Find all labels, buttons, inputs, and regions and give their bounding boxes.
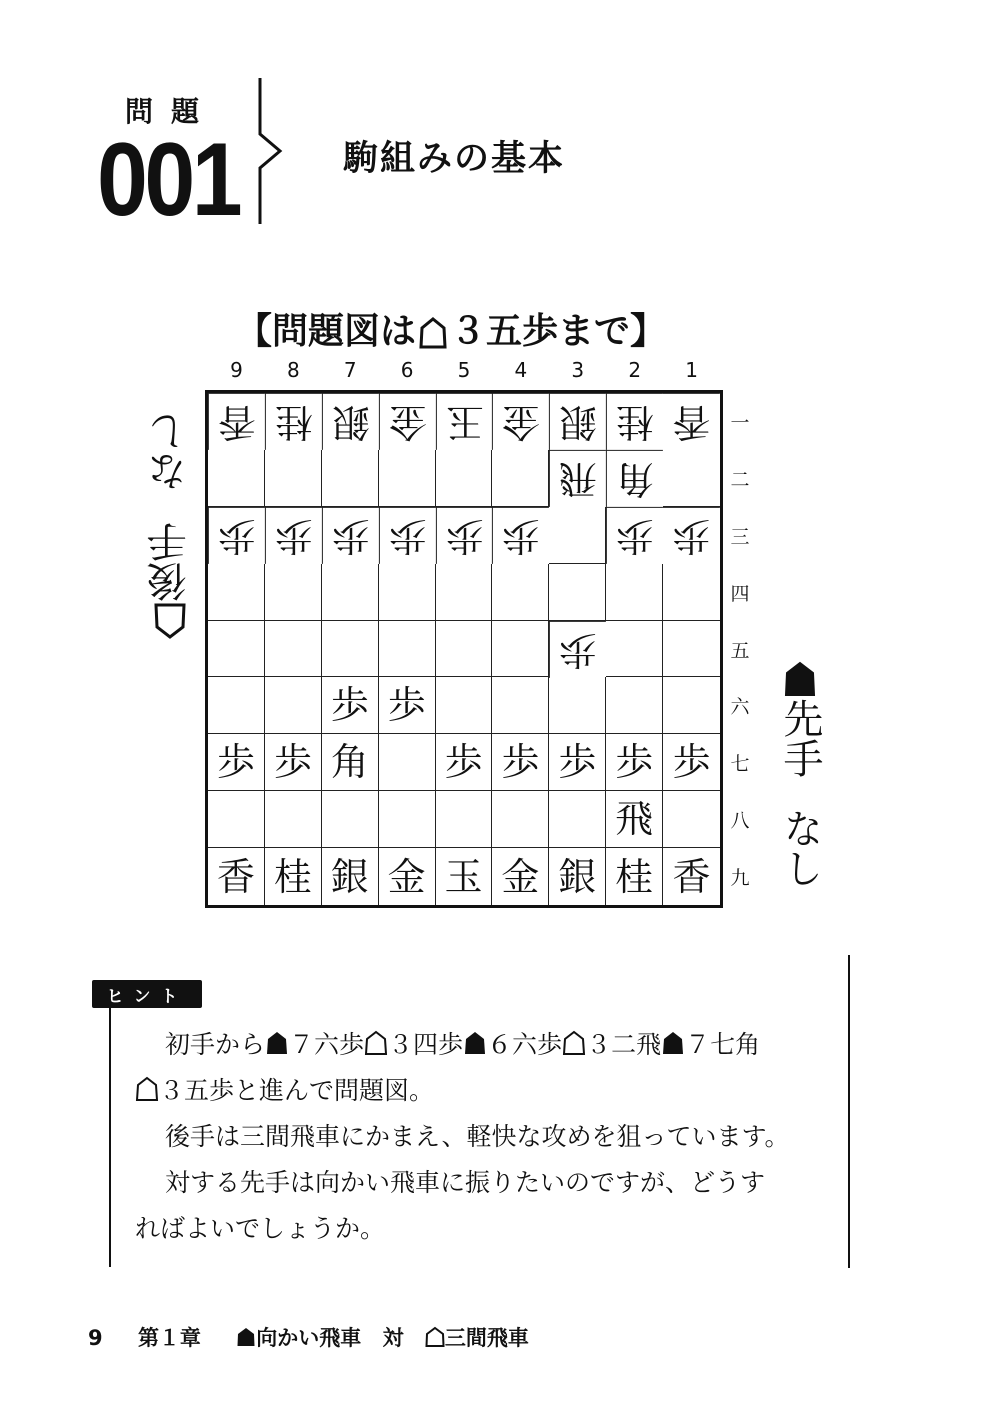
gote-piece[interactable]: 香 <box>208 393 265 450</box>
board-square[interactable] <box>265 677 322 734</box>
sente-piece[interactable]: 銀 <box>549 848 606 905</box>
board-square[interactable] <box>663 450 720 507</box>
gote-piece[interactable]: 歩 <box>663 507 720 564</box>
board-square[interactable] <box>379 791 436 848</box>
hint-text <box>135 1022 835 1252</box>
gote-piece[interactable]: 桂 <box>265 393 322 450</box>
sente-piece[interactable]: 角 <box>322 734 379 791</box>
board-square[interactable] <box>436 677 493 734</box>
board-square[interactable] <box>606 621 663 678</box>
gote-piece[interactable]: 歩 <box>606 507 663 564</box>
rank-label: 五 <box>730 639 750 662</box>
file-labels <box>208 358 720 386</box>
rank-label: 九 <box>730 867 750 890</box>
sente-piece[interactable]: 歩 <box>549 734 606 791</box>
board-square[interactable] <box>549 677 606 734</box>
gote-piece[interactable]: 歩 <box>379 507 436 564</box>
sente-hand-pieces: なし <box>777 808 823 888</box>
hint-text-segment: ３二飛 <box>586 1030 662 1059</box>
gote-piece[interactable]: 歩 <box>265 507 322 564</box>
file-label: 8 <box>286 358 300 382</box>
gote-piece[interactable]: 角 <box>606 450 663 507</box>
diagram-caption <box>236 303 666 354</box>
brace-divider <box>248 76 288 226</box>
gote-piece[interactable]: 玉 <box>436 393 493 450</box>
board-square[interactable] <box>322 791 379 848</box>
sente-hand <box>770 660 830 910</box>
sente-piece[interactable]: 歩 <box>606 734 663 791</box>
hint-line <box>135 1114 835 1160</box>
gote-piece-icon <box>364 1030 388 1056</box>
gote-piece-icon <box>425 1326 445 1348</box>
hint-line <box>135 1160 835 1206</box>
board-square[interactable] <box>208 791 265 848</box>
sente-piece[interactable]: 歩 <box>492 734 549 791</box>
problem-number: 001 <box>97 122 240 238</box>
hint-line <box>135 1068 835 1114</box>
sente-piece[interactable]: 香 <box>672 854 711 899</box>
board-square[interactable] <box>492 677 549 734</box>
gote-piece[interactable]: 歩 <box>492 507 549 564</box>
sente-piece[interactable]: 歩 <box>208 734 265 791</box>
gote-piece[interactable]: 金 <box>492 393 549 450</box>
board-square[interactable] <box>436 621 493 678</box>
sente-piece-icon <box>236 1326 256 1348</box>
board-square[interactable] <box>606 677 663 734</box>
rank-label: 一 <box>730 411 750 434</box>
board-square[interactable] <box>492 621 549 678</box>
board-square[interactable] <box>322 450 379 507</box>
board-square[interactable] <box>492 564 549 621</box>
gote-hand <box>140 390 200 640</box>
gote-strategy: 三間飛車 <box>444 1326 529 1350</box>
gote-piece[interactable]: 銀 <box>549 393 606 450</box>
sente-piece[interactable]: 金 <box>492 848 549 905</box>
gote-piece[interactable]: 歩 <box>208 507 265 564</box>
gote-hand-pieces: なし <box>147 412 193 492</box>
hint-text-segment: ７七角 <box>685 1030 761 1059</box>
board-square[interactable] <box>208 621 265 678</box>
rank-label: 七 <box>730 753 750 776</box>
board-square[interactable] <box>379 450 436 507</box>
rank-label: 三 <box>730 525 750 548</box>
rank-label: 四 <box>730 582 750 605</box>
hint-text-segment: 対する先手は向かい飛車に振りたいのですが、どうす <box>165 1168 766 1197</box>
file-label: 9 <box>230 358 243 382</box>
board-square[interactable] <box>549 564 606 621</box>
sente-piece[interactable]: 飛 <box>606 791 663 848</box>
board-square[interactable] <box>265 791 322 848</box>
gote-side-label: 後手 <box>147 522 193 602</box>
gote-piece[interactable]: 桂 <box>606 393 663 450</box>
file-label: 1 <box>685 358 698 382</box>
rank-label: 八 <box>730 810 750 833</box>
chapter-label: 第１章 <box>137 1326 201 1350</box>
caption-open: 【問題図は <box>236 311 417 352</box>
sente-piece[interactable]: 歩 <box>663 734 720 791</box>
board-square[interactable] <box>322 564 379 621</box>
board-square[interactable] <box>208 564 265 621</box>
sente-piece-icon <box>783 660 817 698</box>
rank-label: 二 <box>730 468 750 491</box>
hint-text-segment: 後手は三間飛車にかまえ、軽快な攻めを狙っています。 <box>165 1122 790 1151</box>
shogi-board <box>205 390 723 908</box>
board-square[interactable] <box>663 677 720 734</box>
gote-piece[interactable]: 香 <box>663 393 720 450</box>
board-square[interactable] <box>265 564 322 621</box>
page-number: 9 <box>88 1326 103 1350</box>
sente-piece[interactable]: 香 <box>208 848 265 905</box>
gote-piece-icon <box>562 1030 586 1056</box>
file-label: 2 <box>628 358 642 382</box>
page-footer <box>88 1322 557 1352</box>
hint-text-segment: ７六歩 <box>289 1030 365 1059</box>
gote-piece[interactable]: 飛 <box>549 450 606 507</box>
board-square[interactable] <box>322 621 379 678</box>
sente-piece[interactable]: 歩 <box>436 734 493 791</box>
board-square[interactable] <box>492 450 549 507</box>
sente-piece-icon <box>463 1030 487 1056</box>
file-label: 5 <box>457 358 471 382</box>
problem-title: 駒組みの基本 <box>343 139 566 179</box>
vs-label: 対 <box>382 1326 404 1350</box>
sente-piece[interactable]: 桂 <box>265 848 322 905</box>
gote-piece[interactable]: 歩 <box>549 621 606 678</box>
sente-piece-icon <box>265 1030 289 1056</box>
gote-piece-icon <box>418 316 448 350</box>
board-square[interactable] <box>663 621 720 678</box>
hint-text-segment: ればよいでしょうか。 <box>135 1214 386 1243</box>
board-square[interactable] <box>606 564 663 621</box>
gote-piece[interactable]: 歩 <box>436 507 493 564</box>
board-square[interactable] <box>492 791 549 848</box>
gote-piece-icon <box>153 602 187 640</box>
file-label: 4 <box>514 358 528 382</box>
sente-piece[interactable]: 歩 <box>379 677 436 734</box>
hint-line <box>135 1206 835 1252</box>
sente-piece[interactable]: 歩 <box>265 734 322 791</box>
file-label: 7 <box>343 358 357 382</box>
hint-box-right-rule <box>848 955 850 1268</box>
board-square[interactable] <box>663 564 720 621</box>
board-square[interactable] <box>379 564 436 621</box>
board-square[interactable] <box>549 507 606 564</box>
sente-piece-icon <box>661 1030 685 1056</box>
hint-line <box>135 1022 835 1068</box>
sente-piece[interactable]: 歩 <box>322 677 379 734</box>
gote-piece[interactable]: 銀 <box>322 393 379 450</box>
problem-label: 問題 <box>125 95 218 128</box>
sente-piece[interactable]: 金 <box>379 848 436 905</box>
board-square[interactable] <box>379 734 436 791</box>
board-square[interactable] <box>265 450 322 507</box>
board-square[interactable] <box>436 564 493 621</box>
board-square[interactable] <box>436 450 493 507</box>
sente-piece[interactable]: 桂 <box>606 848 663 905</box>
hint-label: ヒント <box>92 980 202 1008</box>
hint-text-segment: ６六歩 <box>487 1030 563 1059</box>
board-square[interactable] <box>208 677 265 734</box>
sente-piece[interactable]: 玉 <box>436 848 493 905</box>
sente-strategy: 向かい飛車 <box>256 1326 362 1350</box>
gote-piece-icon <box>135 1076 159 1102</box>
rank-labels <box>726 393 754 905</box>
sente-side-label: 先手 <box>777 698 823 778</box>
file-label: 3 <box>571 358 585 382</box>
gote-piece[interactable]: 金 <box>379 393 436 450</box>
hint-text-segment: ３五歩と進んで問題図。 <box>159 1076 435 1105</box>
board-square[interactable] <box>208 450 265 507</box>
caption-rest: ３五歩まで】 <box>450 311 667 352</box>
board-square[interactable] <box>379 621 436 678</box>
rank-label: 六 <box>730 696 750 719</box>
hint-box-left-rule <box>109 985 111 1267</box>
sente-piece[interactable]: 銀 <box>322 848 379 905</box>
board-square[interactable] <box>549 791 606 848</box>
hint-text-segment: ３四歩 <box>388 1030 464 1059</box>
board-square[interactable] <box>436 791 493 848</box>
board-square[interactable] <box>663 791 720 848</box>
file-label: 6 <box>400 358 414 382</box>
gote-piece[interactable]: 歩 <box>322 507 379 564</box>
hint-text-segment: 初手から <box>165 1030 266 1059</box>
board-square[interactable] <box>265 621 322 678</box>
